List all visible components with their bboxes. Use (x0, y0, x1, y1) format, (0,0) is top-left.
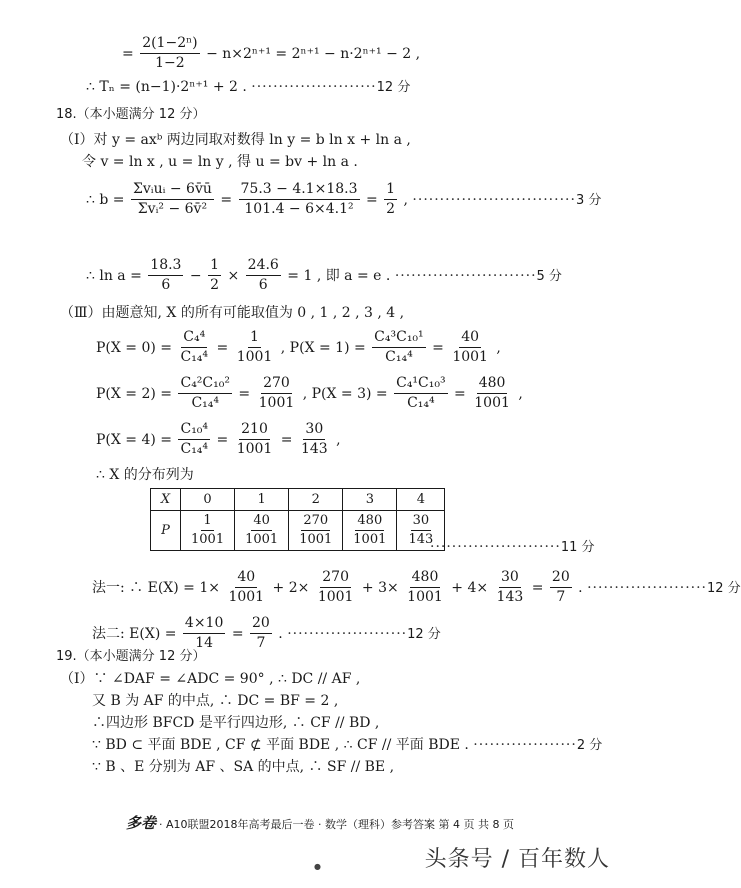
equation-ln-a: ∴ ln a = $\frac{18.3}{6}$ − $\frac{1}{2}$ × $\frac{24.6}{6}$ = 1 , 即 a = e . ··························5 分 (86, 257, 562, 294)
table-cell: $\frac{30}{143}$ (397, 511, 445, 551)
table-cell: X (151, 489, 181, 511)
q19-line-5: ∵ B 、E 分别为 AF 、SA 的中点, ∴ SF // BE , (92, 759, 395, 775)
table-cell: $\frac{1}{1001}$ (181, 511, 235, 551)
part-1-text: （Ⅰ）对 y = axᵇ 两边同取对数得 ln y = b ln x + ln a , (60, 132, 411, 148)
footer-text: · A10联盟2018年高考最后一卷 · 数学（理科）参考答案 第 4 页 共 8 页 (159, 818, 514, 831)
score-mark: 12 分 (376, 80, 411, 95)
score-mark: 2 分 (576, 738, 603, 753)
table-cell: 1 (235, 489, 289, 511)
table-cell: P (151, 511, 181, 551)
score-mark: 3 分 (575, 192, 602, 208)
dot-mark: ● (314, 862, 321, 871)
table-cell: 4 (397, 489, 445, 511)
question-18-heading: 18.（本小题满分 12 分） (56, 107, 206, 122)
question-19-heading: 19.（本小题满分 12 分） (56, 649, 206, 664)
equation-b: ∴ b = $\frac{\text{Σvᵢuᵢ − 6v̄ū}}{\text{Σvᵢ² − 6v̄²}}$ = $\frac{75.3 - 4.1\times 18.3}{\text{101.4 − 6×4.1²}}$ = $\frac{1}{2}$ , ······························3 分 (86, 181, 602, 218)
table-cell: 0 (181, 489, 235, 511)
score-mark: 5 分 (536, 268, 562, 284)
table-cell: $\frac{270}{1001}$ (289, 511, 343, 551)
part-3-text: （Ⅲ）由题意知, X 的所有可能取值为 0 , 1 , 2 , 3 , 4 , (60, 305, 405, 321)
prob-x4: P(X = 4) = $\frac{\text{C₁₀⁴}}{\text{C₁₄⁴}}$ = $\frac{210}{1001}$ = $\frac{30}{143}$ , (96, 421, 341, 458)
table-cell: $\frac{480}{1001}$ (343, 511, 397, 551)
table-row (151, 489, 445, 511)
q19-line-1: （Ⅰ）∵ ∠DAF = ∠ADC = 90° , ∴ DC // AF , (60, 671, 361, 687)
equation-tn: ∴ Tₙ = (n−1)·2ⁿ⁺¹ + 2 . ·······················12 分 (86, 79, 411, 95)
prob-x0-x1: P(X = 0) = $\frac{\text{C₄⁴}}{\text{C₁₄⁴}}$ = $\frac{1}{1001}$ , P(X = 1) = $\frac{\text{C₄³C₁₀¹}}{\text{C₁₄⁴}}$ = $\frac{40}{1001}$ , (96, 329, 501, 366)
page-footer (0, 812, 640, 833)
q19-line-3: ∴四边形 BFCD 是平行四边形, ∴ CF // BD , (92, 715, 380, 731)
score-mark: 12 分 (407, 626, 441, 642)
publisher-logo: 多卷 (126, 814, 157, 832)
equation-line-1: = $\frac{\text{2(1−2ⁿ)}}{1-2}$ − n×2ⁿ⁺¹ = 2ⁿ⁺¹ − n·2ⁿ⁺¹ − 2 , (122, 35, 421, 72)
expectation-method-1: 法一: ∴ E(X) = 1× $\frac{40}{1001}$ + 2× $\frac{270}{1001}$ + 3× $\frac{480}{1001}$ + 4× $\frac{30}{143}$ = $\frac{20}{7}$ . ······················12 分 (92, 569, 741, 606)
q19-line-2: 又 B 为 AF 的中点, ∴ DC = BF = 2 , (92, 693, 339, 709)
score-mark: 12 分 (707, 580, 741, 596)
expectation-method-2: 法二: E(X) = $\frac{4\times 10}{14}$ = $\frac{20}{7}$ . ······················12 分 (92, 615, 441, 652)
fraction: $\frac{\text{2(1−2ⁿ)}}{1-2}$ (142, 35, 198, 72)
prob-x2-x3: P(X = 2) = $\frac{\text{C₄²C₁₀²}}{\text{C₁₄⁴}}$ = $\frac{270}{1001}$ , P(X = 3) = $\frac{\text{C₄¹C₁₀³}}{\text{C₁₄⁴}}$ = $\frac{480}{1001}$ , (96, 375, 523, 412)
distribution-table (150, 488, 445, 551)
table-cell: $\frac{40}{1001}$ (235, 511, 289, 551)
distribution-title: ∴ X 的分布列为 (96, 467, 194, 483)
part-1-substitution: 令 v = ln x , u = ln y , 得 u = bv + ln a . (82, 154, 358, 170)
table-cell: 3 (343, 489, 397, 511)
table-score: ························11 分 (430, 539, 595, 555)
q19-line-4: ∵ BD ⊂ 平面 BDE , CF ⊄ 平面 BDE , ∴ CF // 平面 BDE . ···················2 分 (92, 737, 603, 753)
table-row (151, 511, 445, 551)
watermark: 头条号 / 百年数人 (424, 847, 610, 872)
score-mark: 11 分 (560, 540, 595, 555)
table-cell: 2 (289, 489, 343, 511)
